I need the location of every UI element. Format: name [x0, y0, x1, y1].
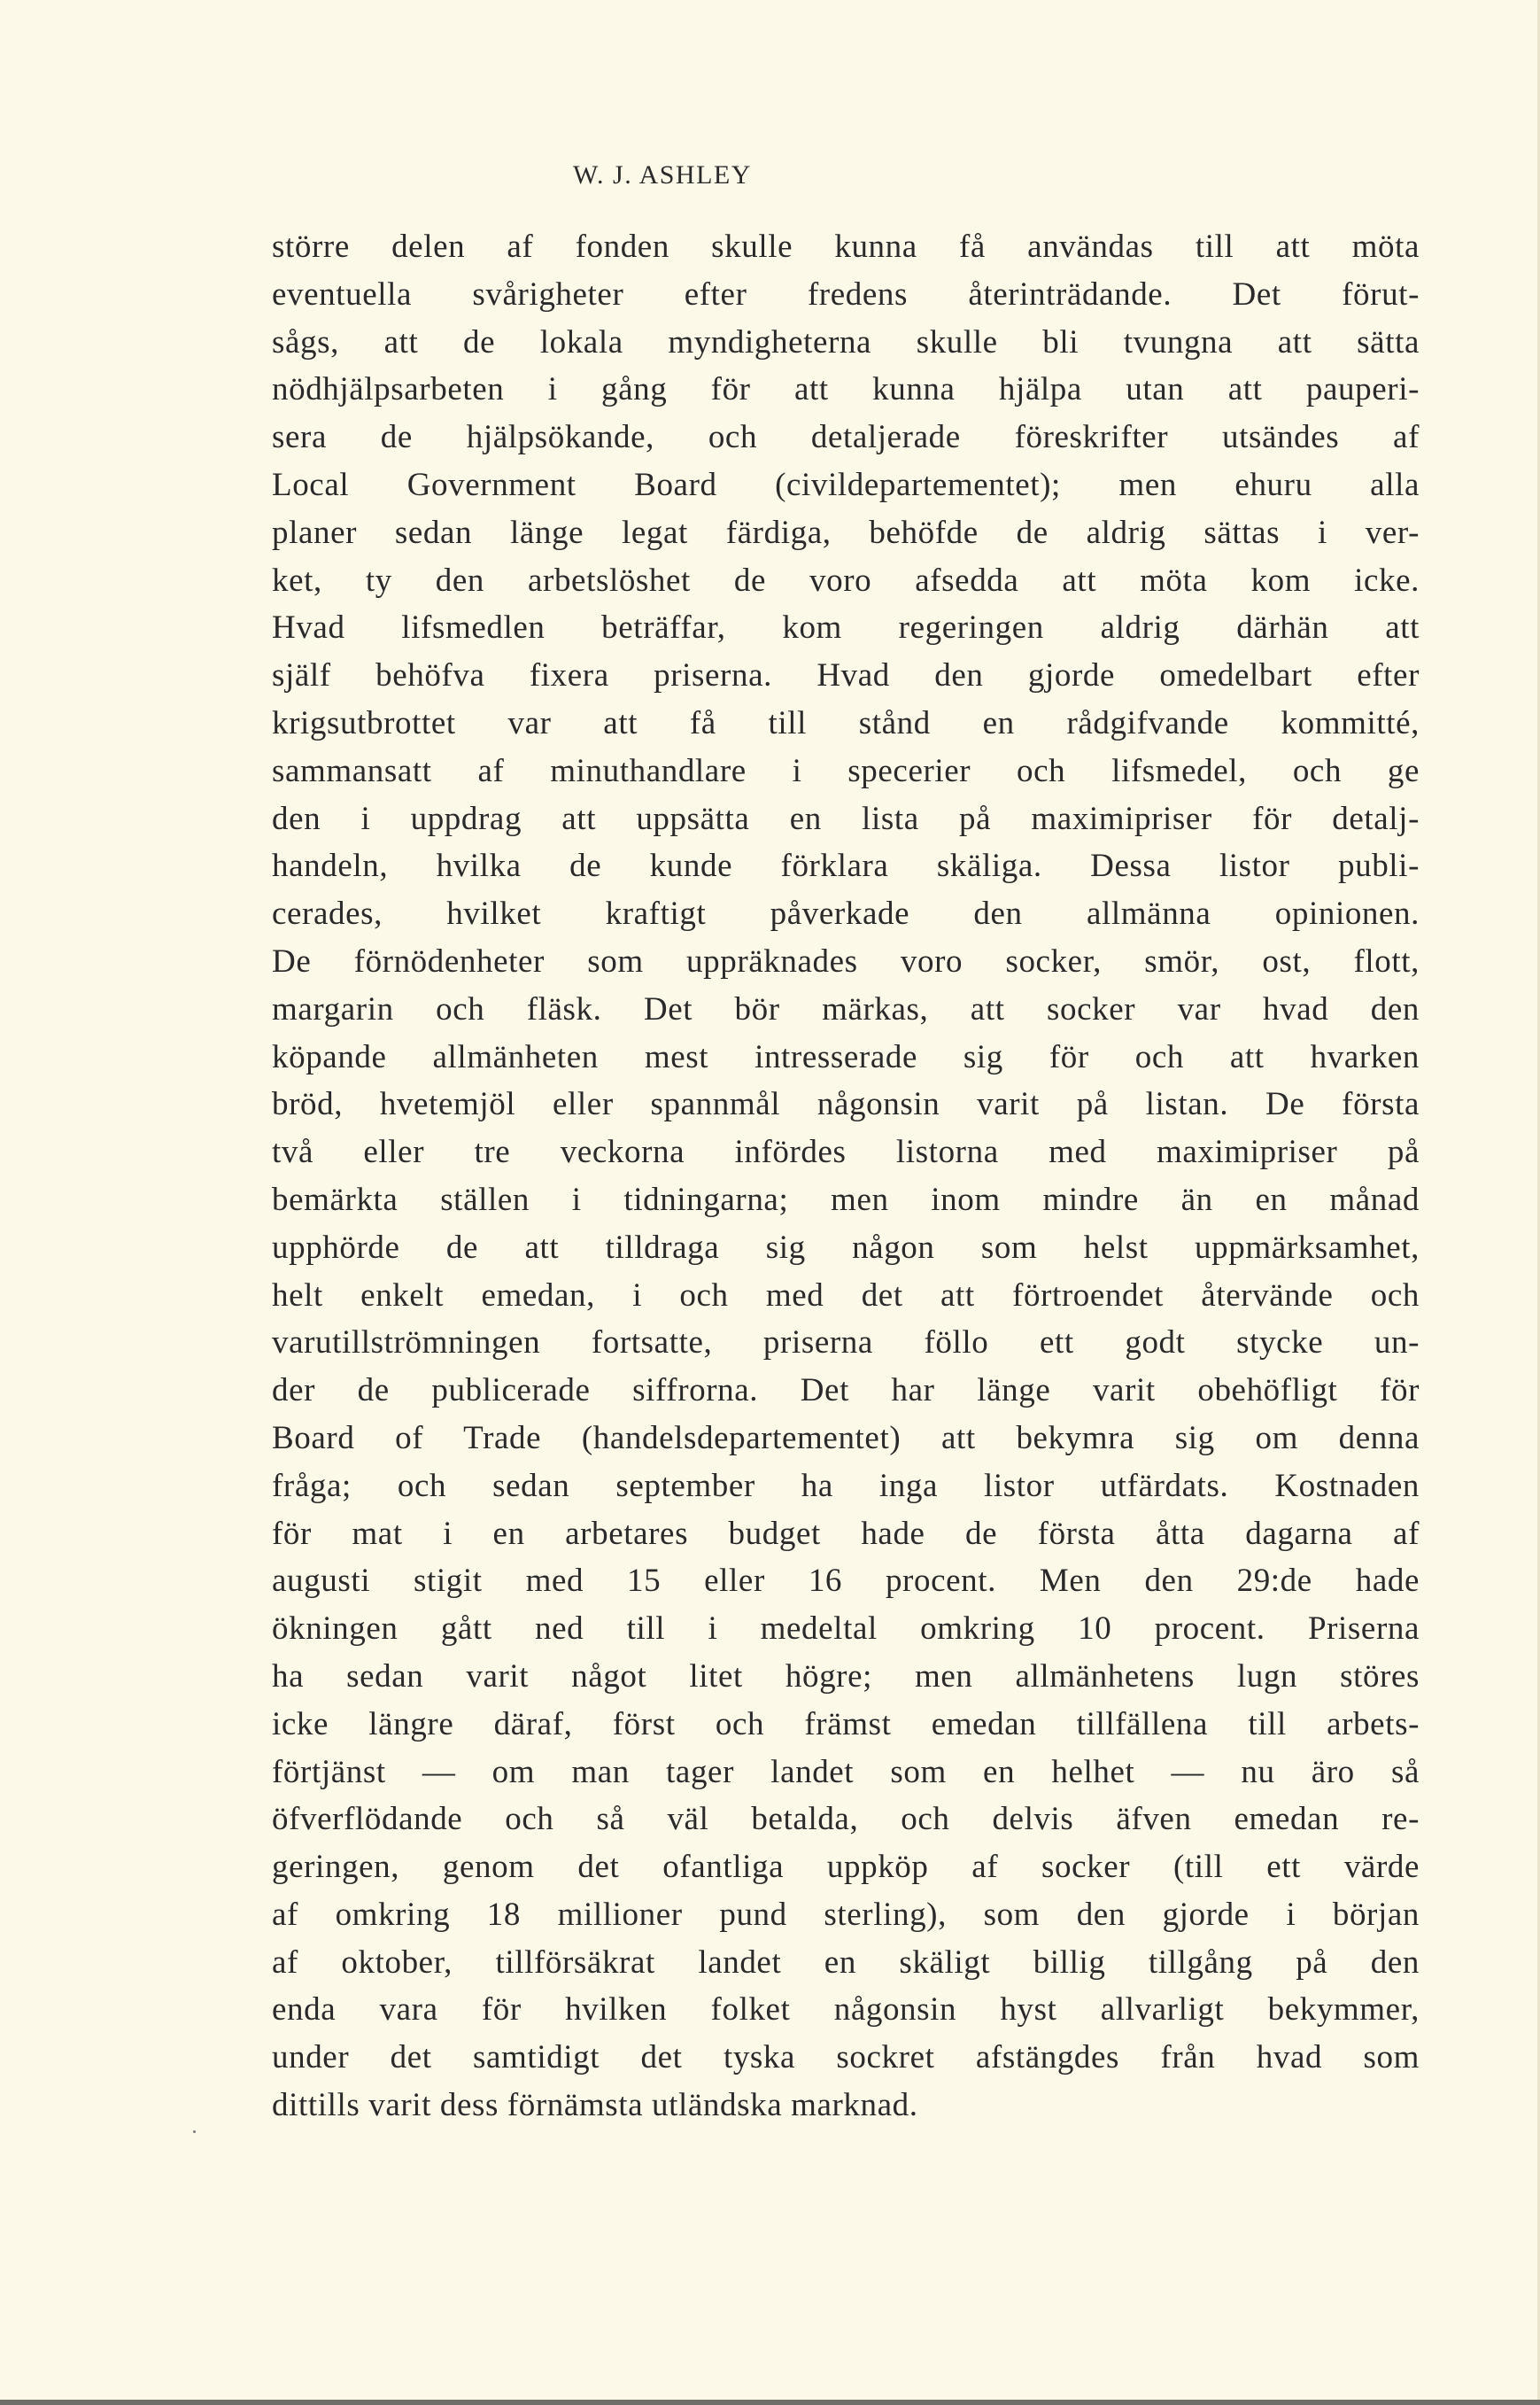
- text-line: sågs, att de lokala myndigheterna skulle bli tvungna att sätta: [272, 323, 1420, 361]
- text-line: Board of Trade (handelsdepartementet) att bekymra sig om denna: [272, 1419, 1420, 1456]
- text-line: upphörde de att tilldraga sig någon som helst uppmärksamhet,: [272, 1229, 1420, 1266]
- text-line: enda vara för hvilken folket någonsin hyst allvarligt bekymmer,: [272, 1991, 1420, 2029]
- text-line: geringen, genom det ofantliga uppköp af socker (till ett värde: [272, 1849, 1420, 1886]
- text-line: större delen af fonden skulle kunna få användas till att möta: [272, 229, 1420, 265]
- text-line: icke längre däraf, först och främst emedan tillfällena till arbets-: [272, 1705, 1420, 1742]
- text-line: Hvad lifsmedlen beträffar, kom regeringen aldrig därhän att: [272, 609, 1420, 647]
- text-line: under det samtidigt det tyska sockret afstängdes från hvad som: [272, 2039, 1420, 2076]
- text-line: köpande allmänheten mest intresserade sig för och att hvarken: [272, 1038, 1420, 1075]
- text-line: helt enkelt emedan, i och med det att förtroendet återvände och: [272, 1276, 1420, 1314]
- text-line: ha sedan varit något litet högre; men allmänhetens lugn störes: [272, 1657, 1420, 1695]
- text-line: sammansatt af minuthandlare i specerier och lifsmedel, och ge: [272, 752, 1420, 789]
- text-line: den i uppdrag att uppsätta en lista på maximipriser för detalj-: [272, 800, 1420, 837]
- text-line: margarin och fläsk. Det bör märkas, att socker var hvad den: [272, 990, 1420, 1028]
- text-line: planer sedan länge legat färdiga, behöfde de aldrig sättas i ver-: [272, 514, 1420, 551]
- text-line: De förnödenheter som uppräknades voro socker, smör, ost, flott,: [272, 943, 1420, 980]
- text-line: förtjänst — om man tager landet som en helhet — nu äro så: [272, 1753, 1420, 1790]
- text-line: krigsutbrottet var att få till stånd en rådgifvande kommitté,: [272, 704, 1420, 741]
- text-line: dittills varit dess förnämsta utländska marknad.: [272, 2087, 918, 2124]
- text-line: augusti stigit med 15 eller 16 procent. Men den 29:de hade: [272, 1563, 1420, 1600]
- text-line: fråga; och sedan september ha inga listor utfärdats. Kostnaden: [272, 1467, 1420, 1504]
- text-line: själf behöfva fixera priserna. Hvad den gjorde omedelbart efter: [272, 657, 1420, 694]
- page-edge-bottom: [0, 2400, 1540, 2405]
- scan-speck: [193, 2130, 196, 2133]
- text-line: öfverflödande och så väl betalda, och delvis äfven emedan re-: [272, 1801, 1420, 1838]
- text-line: handeln, hvilka de kunde förklara skäliga. Dessa listor publi-: [272, 848, 1420, 885]
- text-line: af oktober, tillförsäkrat landet en skäligt billig tillgång på den: [272, 1943, 1420, 1981]
- text-line: Local Government Board (civildepartementet); men ehuru alla: [272, 466, 1420, 503]
- text-line: bemärkta ställen i tidningarna; men inom mindre än en månad: [272, 1181, 1420, 1218]
- text-line: der de publicerade siffrorna. Det har länge varit obehöfligt för: [272, 1372, 1420, 1409]
- text-line: cerades, hvilket kraftigt påverkade den allmänna opinionen.: [272, 896, 1420, 933]
- text-line: ket, ty den arbetslöshet de voro afsedda att möta kom icke.: [272, 562, 1420, 599]
- text-line: ökningen gått ned till i medeltal omkring 10 procent. Priserna: [272, 1610, 1420, 1648]
- running-head: W. J. ASHLEY: [573, 160, 752, 190]
- text-line: varutillströmningen fortsatte, priserna föllo ett godt stycke un-: [272, 1324, 1420, 1362]
- text-line: bröd, hvetemjöl eller spannmål någonsin varit på listan. De första: [272, 1086, 1420, 1123]
- text-line: af omkring 18 millioner pund sterling), som den gjorde i början: [272, 1896, 1420, 1933]
- text-line: nödhjälpsarbeten i gång för att kunna hjälpa utan att pauperi-: [272, 371, 1420, 408]
- text-line: två eller tre veckorna infördes listorna med maximipriser på: [272, 1134, 1420, 1171]
- text-line: sera de hjälpsökande, och detaljerade föreskrifter utsändes af: [272, 419, 1420, 456]
- text-line: för mat i en arbetares budget hade de första åtta dagarna af: [272, 1515, 1420, 1552]
- text-line: eventuella svårigheter efter fredens återinträdande. Det förut-: [272, 275, 1420, 313]
- body-text: [272, 225, 1420, 2131]
